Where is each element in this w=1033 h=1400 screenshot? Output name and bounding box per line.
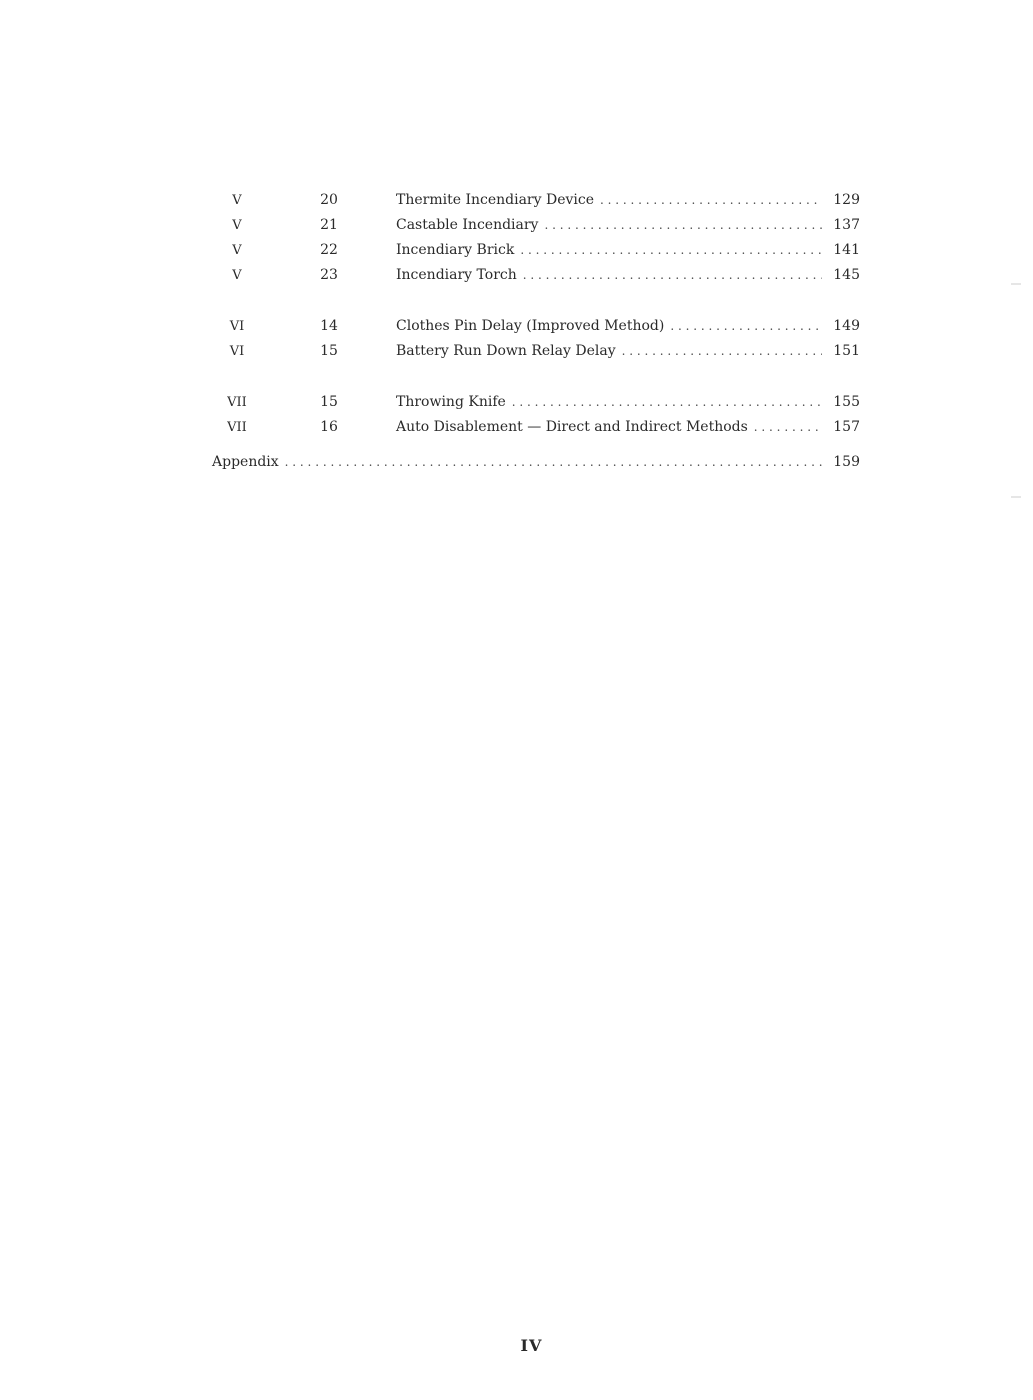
- toc-page: 137: [833, 217, 860, 233]
- toc-section: VI: [229, 319, 245, 334]
- toc-row: [212, 188, 860, 213]
- page-folio: IV: [520, 1336, 543, 1355]
- toc-section: VI: [229, 344, 245, 359]
- toc-appendix-row: [212, 450, 860, 474]
- toc-entry: [396, 213, 860, 238]
- toc-number: 16: [320, 419, 338, 435]
- dot-leader: [520, 238, 822, 263]
- dot-leader: [600, 188, 822, 213]
- toc-entry: [396, 188, 860, 213]
- dot-leader: [512, 390, 822, 415]
- toc-number: 20: [320, 192, 338, 208]
- appendix-title: Appendix: [212, 454, 279, 470]
- toc-entry: [396, 314, 860, 339]
- toc-section: V: [232, 268, 242, 283]
- toc-section: V: [232, 193, 242, 208]
- toc-title: Thermite Incendiary Device: [396, 192, 594, 208]
- toc-title: Clothes Pin Delay (Improved Method): [396, 318, 665, 334]
- toc-title: Incendiary Torch: [396, 267, 517, 283]
- toc-section: V: [232, 243, 242, 258]
- toc-number: 15: [320, 343, 338, 359]
- toc-page: 157: [833, 419, 860, 435]
- dot-leader: [523, 263, 822, 288]
- toc-number: 22: [320, 242, 338, 258]
- toc-row: [212, 213, 860, 238]
- toc-row: [212, 263, 860, 288]
- toc-number: 15: [320, 394, 338, 410]
- toc-number: 23: [320, 267, 338, 283]
- toc-page: 145: [833, 267, 860, 283]
- toc-page: 141: [833, 242, 860, 258]
- dot-leader: [670, 314, 822, 339]
- toc-group-section-vii: [212, 390, 860, 440]
- toc-section: VII: [227, 395, 247, 410]
- toc-page: 129: [833, 192, 860, 208]
- scan-edge-mark: [1011, 496, 1021, 498]
- appendix-page: 159: [833, 454, 860, 470]
- toc-section: V: [232, 218, 242, 233]
- dot-leader: [285, 450, 822, 474]
- toc-page: 151: [833, 343, 860, 359]
- dot-leader: [544, 213, 822, 238]
- toc-row: [212, 339, 860, 364]
- toc-group-section-vi: [212, 314, 860, 364]
- toc-row: [212, 390, 860, 415]
- dot-leader: [754, 415, 822, 440]
- table-of-contents: [212, 188, 860, 474]
- toc-number: 14: [320, 318, 338, 334]
- toc-title: Throwing Knife: [396, 394, 506, 410]
- toc-page: 149: [833, 318, 860, 334]
- toc-number: 21: [320, 217, 338, 233]
- toc-entry: [396, 339, 860, 364]
- toc-entry: [396, 238, 860, 263]
- dot-leader: [622, 339, 822, 364]
- toc-entry: [396, 415, 860, 440]
- toc-group-section-v: [212, 188, 860, 288]
- toc-entry: [396, 263, 860, 288]
- toc-title: Auto Disablement — Direct and Indirect Methods: [396, 419, 748, 435]
- toc-title: Incendiary Brick: [396, 242, 515, 258]
- toc-entry: [396, 390, 860, 415]
- toc-row: [212, 238, 860, 263]
- scan-edge-mark: [1011, 283, 1021, 285]
- toc-page: 155: [833, 394, 860, 410]
- toc-row: [212, 415, 860, 440]
- toc-title: Battery Run Down Relay Delay: [396, 343, 616, 359]
- toc-section: VII: [227, 420, 247, 435]
- toc-title: Castable Incendiary: [396, 217, 539, 233]
- toc-row: [212, 314, 860, 339]
